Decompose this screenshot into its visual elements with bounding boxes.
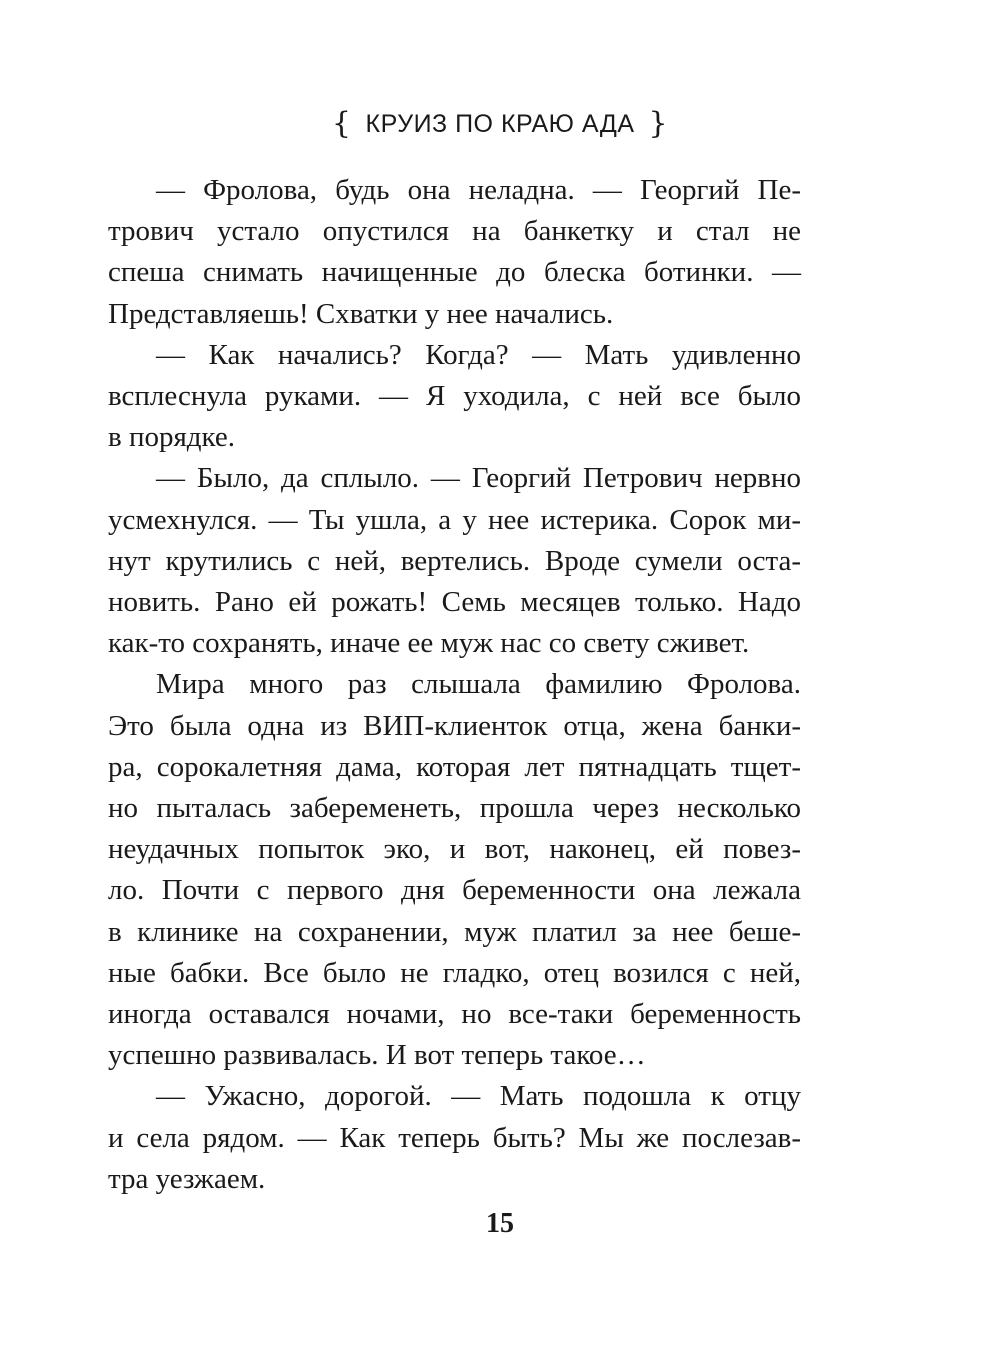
close-brace-ornament: } [648,106,669,141]
text-line: трович устало опустился на банкетку и стал не [108,215,801,248]
text-line: Это была одна из ВИП-клиенток отца, жена банки- [108,709,801,742]
text-line: спеша снимать начищенные до блеска ботинки. — [108,256,801,289]
book-title: КРУИЗ ПО КРАЮ АДА [365,110,635,138]
body-text [108,170,801,1200]
text-line: ра, сорокалетняя дама, которая лет пятнадцать тщет- [108,750,801,783]
running-header [0,104,1000,144]
text-line: ные бабки. Все было не гладко, отец возился с ней, [108,956,801,989]
text-line: в клинике на сохранении, муж платил за нее беше- [108,915,801,948]
paragraph [108,1076,801,1200]
text-line: но пыталась забеременеть, прошла через несколько [108,792,801,825]
text-line: ло. Почти с первого дня беременности она лежала [108,874,801,907]
text-line: тра уезжаем. [108,1162,266,1195]
text-line: всплеснула руками. — Я уходила, с ней все было [108,380,801,413]
page-number: 15 [486,1208,514,1239]
text-line: новить. Рано ей рожать! Семь месяцев только. Надо [108,586,801,619]
text-line: — Как начались? Когда? — Мать удивленно [156,338,801,371]
open-brace-ornament: { [331,106,352,141]
text-line: — Было, да сплыло. — Георгий Петрович нервно [156,462,801,495]
paragraph [108,170,801,335]
text-line: иногда оставался ночами, но все-таки беременность [108,998,801,1031]
text-line: в порядке. [108,421,236,454]
text-line: успешно развивалась. И вот теперь такое… [108,1039,646,1072]
text-line: как-то сохранять, иначе ее муж нас со свету сживет. [108,627,750,660]
text-line: — Ужасно, дорогой. — Мать подошла к отцу [156,1080,801,1113]
text-line: Мира много раз слышала фамилию Фролова. [156,668,801,701]
text-line: усмехнулся. — Ты ушла, а у нее истерика. Сорок ми- [108,503,801,536]
text-line: — Фролова, будь она неладна. — Георгий Пе- [156,174,801,206]
paragraph [108,458,801,664]
text-line: нут крутились с ней, вертелись. Вроде сумели оста- [108,544,801,577]
paragraph [108,335,801,459]
text-line: и села рядом. — Как теперь быть? Мы же послезав- [108,1121,801,1154]
paragraph [108,664,801,1076]
text-line: неудачных попыток эко, и вот, наконец, ей повез- [108,833,801,866]
text-line: Представляешь! Схватки у нее начались. [108,297,614,330]
